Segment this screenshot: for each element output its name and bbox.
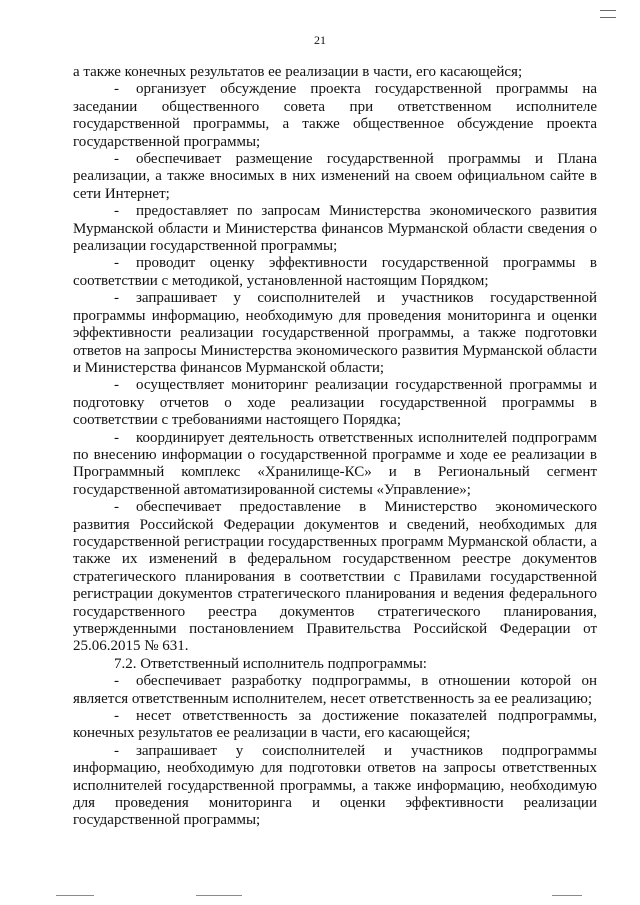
list-item	[73, 203, 597, 255]
list-dash: -	[114, 742, 119, 759]
list-item	[73, 430, 597, 500]
list-item	[73, 499, 597, 656]
paragraph	[73, 64, 597, 81]
list-dash: -	[114, 255, 119, 272]
list-dash: -	[114, 81, 119, 98]
line-text: а также конечных результатов ее реализации в части, его касающейся;	[73, 64, 523, 80]
list-dash: -	[114, 151, 119, 168]
line-text: предоставляет по запросам Министерства экономического развития Мурманской области и Министерства финансов Мурманской области сведения о реализации государственной программы;	[73, 203, 597, 255]
list-item	[73, 255, 597, 290]
line-text: обеспечивает предоставление в Министерство экономического развития Российской Федерации документов и сведений, необходимых для государственной регистрации государственных программ Мурманской области, а также их изменений в федеральном государственном реестре документов стратегического планирования в соответствии с Правилами государственной регистрации документов стратегического планирования и ведения федерального государственного реестра документов стратегического планирования, утвержденными постановлением Правительства Российской Федерации от 25.06.2015 № 631.	[73, 499, 597, 655]
list-dash: -	[114, 673, 119, 690]
page-number: 21	[314, 33, 326, 47]
footer-rule-left	[56, 895, 94, 896]
paragraph	[73, 656, 597, 673]
list-item	[73, 377, 597, 429]
line-text: обеспечивает разработку подпрограммы, в отношении которой он является ответственным исполнителем, несет ответственность за ее реализацию;	[73, 673, 597, 707]
list-item	[73, 151, 597, 203]
list-item	[73, 708, 597, 743]
list-dash: -	[114, 708, 119, 725]
footer-rule-middle	[196, 895, 242, 896]
line-text: проводит оценку эффективности государственной программы в соответствии с методикой, установленной настоящим Порядком;	[73, 255, 597, 289]
list-item	[73, 743, 597, 830]
line-text: обеспечивает размещение государственной программы и Плана реализации, а также вносимых в них изменений на своем официальном сайте в сети Интернет;	[73, 151, 597, 202]
list-dash: -	[114, 429, 119, 446]
list-dash: -	[114, 377, 119, 394]
line-text: осуществляет мониторинг реализации государственной программы и подготовку отчетов о ходе реализации государственной программы в соответствии с требованиями настоящего Порядка;	[73, 377, 597, 429]
line-text: запрашивает у соисполнителей и участников государственной программы информацию, необходимую для проведения мониторинга и оценки эффективности реализации государственной программы, а также подготовки ответов на запросы Министерства экономического развития Мурманской области и Министерства финансов Мурманской области;	[73, 290, 597, 376]
list-item	[73, 290, 597, 377]
list-dash: -	[114, 203, 119, 220]
list-dash: -	[114, 499, 119, 516]
footer-rule-right	[552, 895, 582, 896]
list-item	[73, 81, 597, 151]
line-text: организует обсуждение проекта государственной программы на заседании общественного совета при ответственном исполнителе государственной программы, а также общественное обсуждение проекта государственной программы;	[73, 81, 597, 150]
list-item	[73, 673, 597, 708]
list-dash: -	[114, 290, 119, 307]
corner-mark	[600, 10, 616, 18]
document-body	[73, 64, 597, 830]
line-text: запрашивает у соисполнителей и участников подпрограммы информацию, необходимую для подготовки ответов на запросы ответственных исполнителей государственной программы, а также информацию, необходимую для проведения мониторинга и оценки эффективности реализации государственной программы;	[73, 742, 597, 829]
line-text: координирует деятельность ответственных исполнителей подпрограмм по внесению информации о государственной программе и ходе ее реализации в Программный комплекс «Хранилище-КС» и в Региональный сегмент государственной автоматизированной системы «Управление»;	[73, 429, 597, 498]
line-text: 7.2. Ответственный исполнитель подпрограммы:	[114, 655, 427, 672]
line-text: несет ответственность за достижение показателей подпрограммы, конечных результатов ее реализации в части, его касающейся;	[73, 708, 597, 742]
